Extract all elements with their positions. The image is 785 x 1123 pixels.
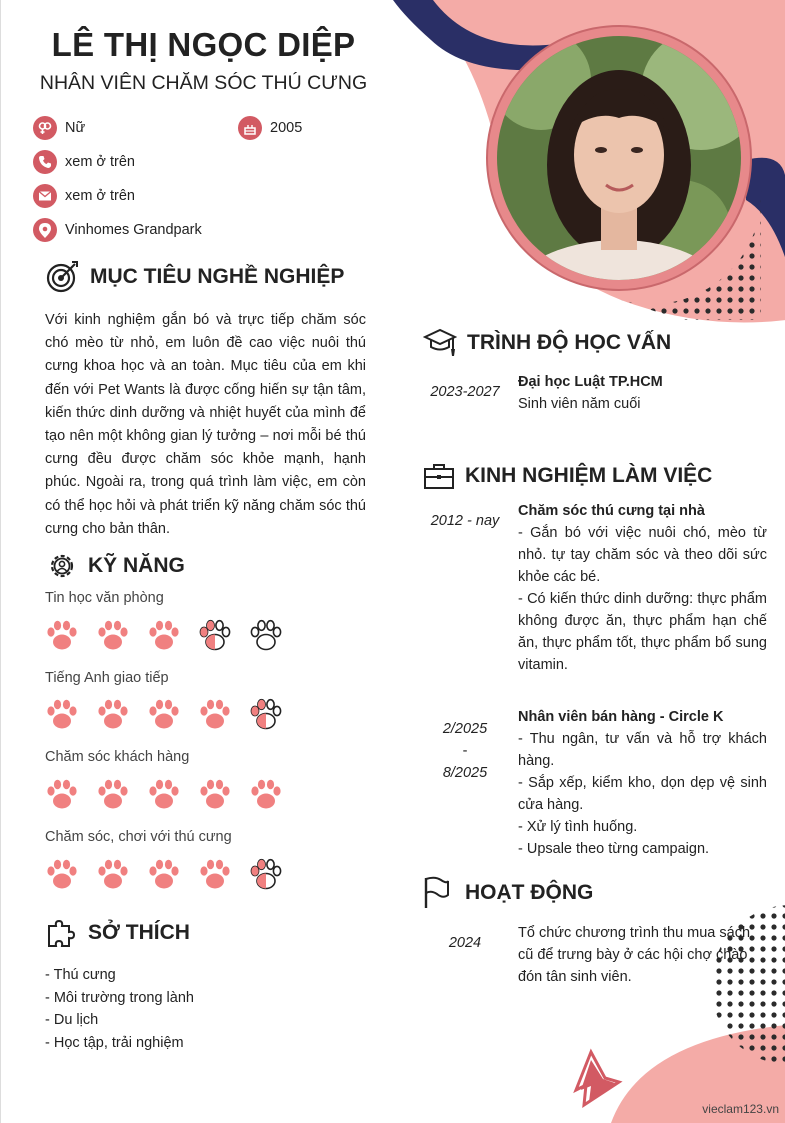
watermark: vieclam123.vn (702, 1102, 779, 1116)
list-item: - Học tập, trải nghiệm (45, 1034, 184, 1051)
gender-value: Nữ (65, 120, 86, 136)
education-school: Đại học Luật TP.HCM (518, 374, 663, 390)
job-description (518, 522, 767, 676)
skills-title: KỸ NĂNG (88, 554, 185, 577)
paw-icon (197, 777, 233, 811)
gender-icon (33, 116, 57, 140)
list-item: - Thú cưng (45, 967, 116, 983)
paw-icon (44, 777, 80, 811)
job-date: 2012 - nay (430, 513, 500, 529)
job-line: - Xử lý tình huống. (518, 819, 638, 835)
paw-icon (146, 618, 182, 652)
job-line: - Có kiến thức dinh dưỡng: thực phẩm không được ăn, thực phẩm hạn chế ăn, thực phẩm tốt, thực phẩm bổ sung vitamin. (518, 591, 767, 673)
skill-rating (44, 777, 284, 811)
puzzle-icon (46, 917, 78, 949)
location-pin-icon (33, 218, 57, 242)
paw-icon (95, 777, 131, 811)
list-item: - Môi trường trong lành (45, 989, 194, 1006)
skill-label: Tin học văn phòng (45, 590, 164, 606)
paw-icon (95, 697, 131, 731)
objective-text: Với kinh nghiệm gắn bó và trực tiếp chăm sóc chó mèo từ nhỏ, em luôn đề cao việc nuôi thú cưng khoa học và an toàn. Mục tiêu của em khi đến với Pet Wants là được cống hiến sự tận tâm, kiến thức dinh dưỡng và nhiệt huyết của mình để tạo nên một không gian lý tưởng – nơi mỗi bé thú cưng đều được chăm sóc khỏe mạnh, hạnh phúc. Ngoài ra, trong quá trình làm việc, em còn có thể học hỏi và phát triển kỹ năng chăm sóc thú cưng cho bản thân. (45, 312, 366, 537)
paw-icon (95, 857, 131, 891)
paw-icon (44, 697, 80, 731)
activities-title: HOẠT ĐỘNG (465, 881, 594, 904)
address-value: Vinhomes Grandpark (65, 222, 202, 238)
phone-info (33, 150, 135, 174)
paw-icon (197, 697, 233, 731)
gear-user-icon (46, 550, 78, 582)
job-line: - Gắn bó với việc nuôi chó, mèo từ nhỏ. tự tay chăm sóc và theo dõi sức khỏe các bé. (518, 525, 767, 585)
skill-rating (44, 857, 284, 891)
birth-year-value: 2005 (270, 120, 303, 136)
list-item: - Du lịch (45, 1012, 99, 1028)
address-info (33, 218, 202, 242)
target-icon (46, 260, 80, 294)
hobbies-title: SỞ THÍCH (88, 921, 190, 944)
cake-icon (238, 116, 262, 140)
email-info (33, 184, 135, 208)
candidate-name: LÊ THỊ NGỌC DIỆP (51, 26, 356, 63)
job-line: - Upsale theo từng campaign. (518, 841, 710, 857)
skill-rating (44, 618, 284, 652)
hobbies-list (45, 964, 194, 1054)
job-date-separator: - (462, 743, 468, 759)
experience-heading (423, 462, 712, 490)
education-detail: Sinh viên năm cuối (518, 396, 641, 412)
objective-heading (46, 260, 344, 294)
job-title: Chăm sóc thú cưng tại nhà (518, 503, 705, 519)
paw-icon (146, 777, 182, 811)
paw-icon (248, 697, 284, 731)
hobbies-heading (46, 917, 190, 949)
skill-label: Chăm sóc, chơi với thú cưng (45, 829, 232, 845)
graduation-cap-icon (423, 327, 457, 359)
job-line: - Thu ngân, tư vấn và hỗ trợ khách hàng. (518, 731, 767, 769)
objective-title: MỤC TIÊU NGHỀ NGHIỆP (90, 265, 345, 288)
job-date-to: 8/2025 (442, 765, 488, 781)
activity-text: Tổ chức chương trình thu mua sách cũ để trưng bày ở các hội chợ chào đón tân sinh viên. (518, 925, 751, 985)
job-description (518, 728, 767, 860)
paw-icon (248, 777, 284, 811)
job-line: - Sắp xếp, kiểm kho, dọn dẹp vệ sinh cửa hàng. (518, 775, 767, 813)
skill-label: Tiếng Anh giao tiếp (45, 670, 169, 686)
birth-info (238, 116, 302, 140)
gender-info (33, 116, 85, 140)
paw-icon (44, 857, 80, 891)
activity-date: 2024 (448, 935, 482, 951)
skill-label: Chăm sóc khách hàng (45, 749, 190, 765)
paw-icon (95, 618, 131, 652)
paw-icon (146, 857, 182, 891)
job-date (423, 718, 507, 784)
email-icon (33, 184, 57, 208)
briefcase-icon (423, 462, 455, 490)
email-value[interactable]: xem ở trên (65, 188, 135, 204)
paw-icon (146, 697, 182, 731)
education-title: TRÌNH ĐỘ HỌC VẤN (467, 331, 672, 354)
candidate-role: NHÂN VIÊN CHĂM SÓC THÚ CƯNG (39, 72, 368, 94)
skill-rating (44, 697, 284, 731)
activities-heading (423, 876, 593, 910)
job-title: Nhân viên bán hàng - Circle K (518, 709, 724, 725)
flag-icon (423, 876, 455, 910)
paw-icon (197, 857, 233, 891)
paw-icon (248, 857, 284, 891)
education-date: 2023-2027 (430, 384, 500, 400)
experience-title: KINH NGHIỆM LÀM VIỆC (465, 464, 713, 487)
education-heading (423, 327, 671, 359)
phone-icon (33, 150, 57, 174)
paw-icon (44, 618, 80, 652)
job-date-from: 2/2025 (442, 721, 488, 737)
skills-heading (46, 550, 185, 582)
paw-icon (248, 618, 284, 652)
phone-value[interactable]: xem ở trên (65, 154, 135, 170)
paw-icon (197, 618, 233, 652)
